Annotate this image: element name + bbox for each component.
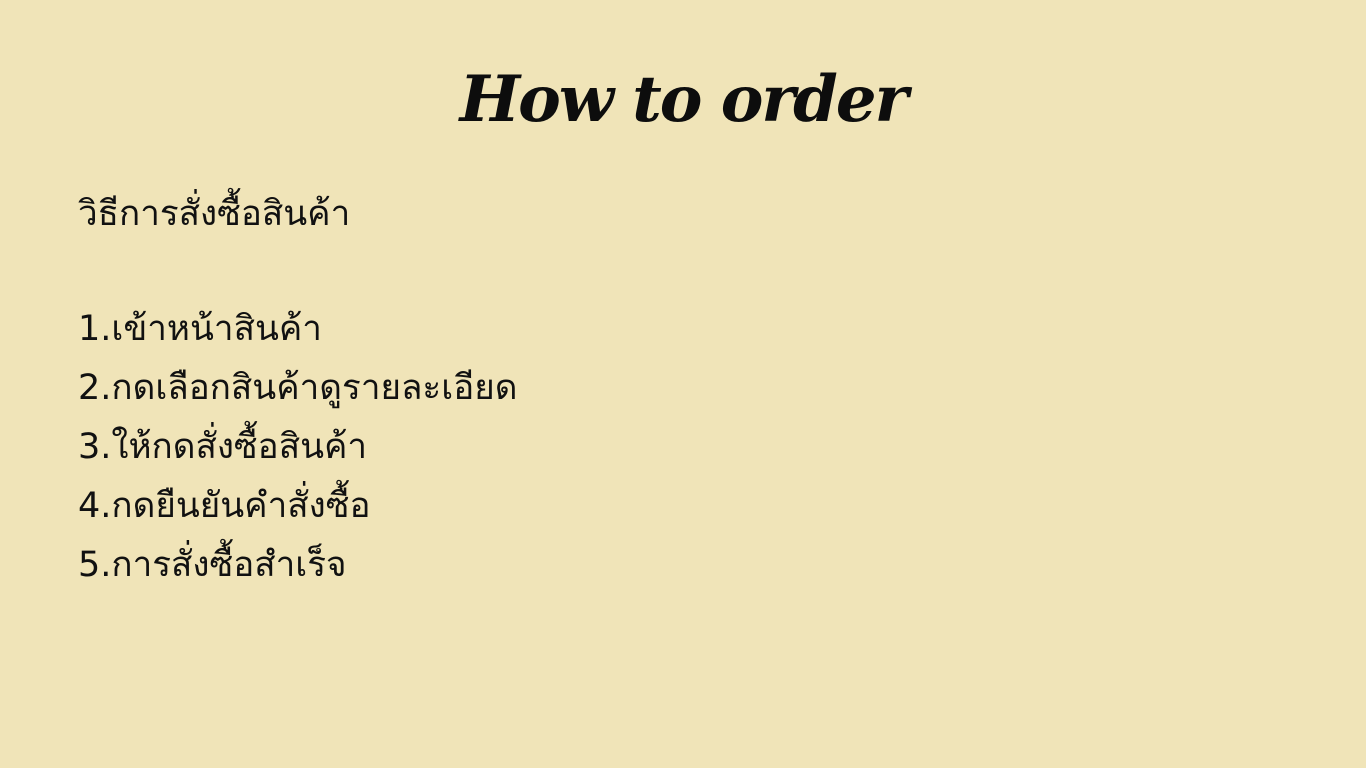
order-step-5: 5.การสั่งซื้อสำเร็จ: [78, 545, 347, 585]
order-step-3: 3.ให้กดสั่งซื้อสินค้า: [78, 427, 368, 467]
slide-subtitle: วิธีการสั่งซื้อสินค้า: [78, 194, 351, 234]
order-steps-list: [78, 300, 517, 595]
order-step-2: 2.กดเลือกสินค้าดูรายละเอียด: [78, 368, 518, 408]
slide-title: How to order: [459, 62, 907, 137]
order-step-4: 4.กดยืนยันคำสั่งซื้อ: [78, 486, 371, 526]
order-step-1: 1.เข้าหน้าสินค้า: [78, 309, 322, 349]
